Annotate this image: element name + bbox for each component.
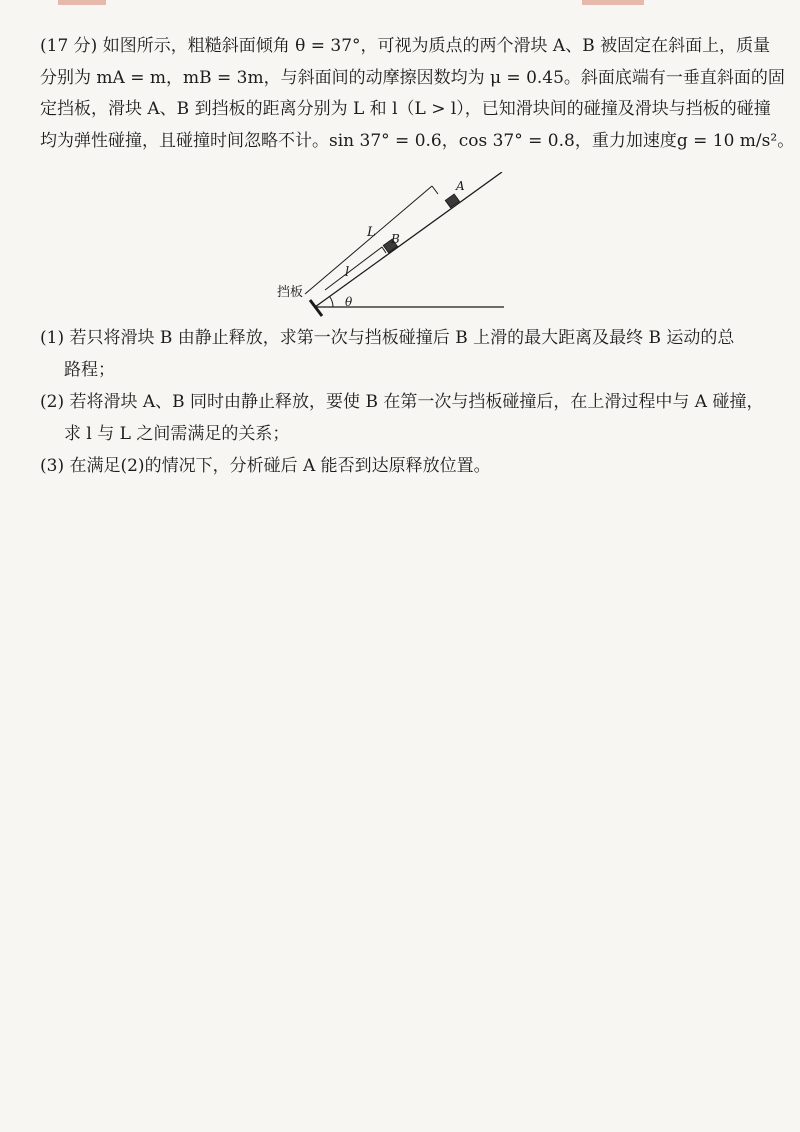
L-label: L (367, 225, 376, 240)
l-label: l (345, 265, 350, 280)
baffle (310, 300, 322, 316)
stem-line-4: 均为弹性碰撞，且碰撞时间忽略不计。sin 37° = 0.6，cos 37° = 0.8，重力加速度g = 10 m/s²。 (40, 130, 795, 151)
question-3-line-1: (3) 在满足(2)的情况下，分析碰后 A 能否到达原释放位置。 (40, 456, 491, 476)
block-B-label: B (391, 232, 400, 246)
incline-surface (315, 172, 502, 307)
block-A (445, 194, 459, 208)
angle-arc (330, 297, 333, 308)
stem-line-1: (17 分) 如图所示，粗糙斜面倾角 θ = 37°，可视为质点的两个滑块 A、B 被固定在斜面上，质量 (40, 36, 771, 56)
top-decoration-left (58, 0, 106, 5)
stem-line-3: 定挡板，滑块 A、B 到挡板的距离分别为 L 和 l（L > l），已知滑块间的碰撞及滑块与挡板的碰撞 (40, 99, 771, 119)
questions (40, 322, 770, 482)
incline-figure (270, 172, 520, 317)
baffle-label: 挡板 (277, 285, 304, 300)
block-A-label: A (456, 179, 465, 193)
top-decoration-right (582, 0, 644, 5)
question-2-line-1: (2) 若将滑块 A、B 同时由静止释放，要使 B 在第一次与挡板碰撞后，在上滑过程中与 A 碰撞， (40, 392, 764, 412)
angle-theta-label: θ (345, 295, 353, 309)
l-dimension-line (325, 247, 382, 290)
problem-stem (40, 31, 795, 157)
question-1-line-2: 路程； (64, 360, 115, 380)
L-dimension-line (305, 186, 432, 294)
L-dimension-tick-top (432, 186, 438, 194)
stem-line-2: 分别为 mA = m，mB = 3m，与斜面间的动摩擦因数均为 μ = 0.45。斜面底端有一垂直斜面的固 (40, 67, 785, 88)
question-1-line-1: (1) 若只将滑块 B 由静止释放，求第一次与挡板碰撞后 B 上滑的最大距离及最终 B 运动的总 (40, 328, 735, 348)
incline-diagram (270, 172, 520, 317)
question-2-line-2: 求 l 与 L 之间需满足的关系； (64, 424, 290, 444)
